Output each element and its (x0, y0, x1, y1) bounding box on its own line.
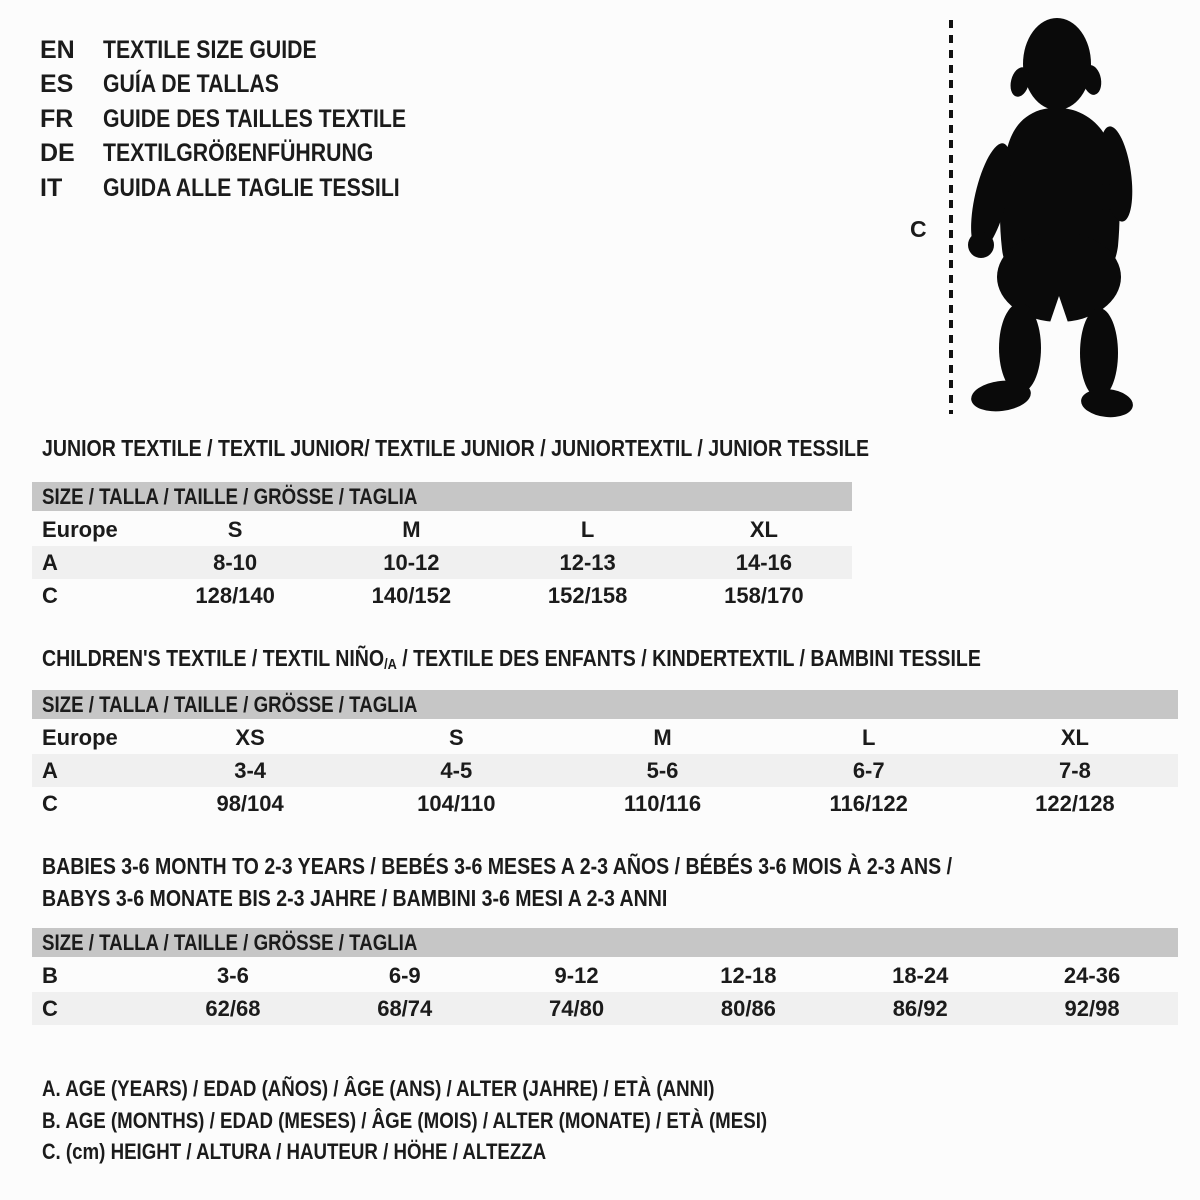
language-code: DE (40, 139, 75, 168)
language-row (40, 33, 460, 68)
size-header-label: SIZE / TALLA / TAILLE / GRÖSSE / TAGLIA (42, 929, 418, 955)
children-title-subscript: /A (384, 656, 397, 673)
size-header-bar (32, 928, 1178, 959)
babies-title-line1-text: BABIES 3-6 MONTH TO 2-3 YEARS / BEBÉS 3-6 MESES A 2-3 AÑOS / BÉBÉS 3-6 MOIS À 2-3 ANS / (42, 853, 953, 879)
junior-size-table (32, 482, 852, 612)
table-row (32, 579, 852, 612)
size-cell: 158/170 (724, 582, 804, 608)
size-cell: XL (1060, 724, 1089, 750)
height-measure-label: C (910, 216, 927, 242)
height-dashed-line (949, 20, 953, 414)
size-cell: 6-9 (388, 962, 421, 988)
size-cell: 9-12 (554, 962, 599, 988)
legend-line-c (42, 1139, 635, 1165)
size-header-label: SIZE / TALLA / TAILLE / GRÖSSE / TAGLIA (42, 483, 418, 509)
children-section-title (42, 646, 1147, 677)
size-cell: 92/98 (1064, 995, 1120, 1021)
row-label: C (42, 582, 58, 608)
babies-title-line2-text: BABYS 3-6 MONATE BIS 2-3 JAHRE / BAMBINI 3-6 MESI A 2-3 ANNI (42, 885, 668, 911)
language-row (40, 102, 460, 137)
language-row (40, 171, 460, 206)
size-cell: M (402, 516, 421, 542)
language-code: FR (40, 104, 74, 133)
size-cell: 74/80 (549, 995, 605, 1021)
size-cell: 68/74 (377, 995, 433, 1021)
size-cell: XS (235, 724, 265, 750)
language-title: GUIDE DES TAILLES TEXTILE (103, 104, 407, 133)
size-cell: 3-6 (217, 962, 249, 988)
legend-line-c-text: C. (cm) HEIGHT / ALTURA / HAUTEUR / HÖHE / ALTEZZA (42, 1139, 547, 1164)
babies-section-title-line1 (42, 854, 1113, 878)
size-cell: 4-5 (440, 757, 473, 783)
row-label: C (42, 995, 58, 1021)
table-row (32, 513, 852, 546)
row-label: A (42, 757, 58, 783)
legend-line-a-text: A. AGE (YEARS) / EDAD (AÑOS) / ÂGE (ANS) / ALTER (JAHRE) / ETÀ (ANNI) (42, 1076, 715, 1101)
size-cell: M (653, 724, 672, 750)
language-title: GUÍA DE TALLAS (103, 70, 279, 99)
size-cell: 62/68 (205, 995, 261, 1021)
legend-line-b (42, 1108, 895, 1134)
size-cell: S (448, 724, 464, 750)
children-size-table (32, 690, 1178, 820)
size-cell: 128/140 (195, 582, 275, 608)
language-code: EN (40, 35, 75, 64)
size-cell: 6-7 (852, 757, 885, 783)
size-cell: 110/116 (623, 790, 702, 816)
junior-section-title (42, 436, 1015, 460)
size-cell: S (227, 516, 243, 542)
language-code: IT (40, 173, 63, 202)
size-cell: 140/152 (371, 582, 452, 608)
language-title: GUIDA ALLE TAGLIE TESSILI (103, 173, 400, 202)
size-cell: 80/86 (720, 995, 776, 1021)
row-label: A (42, 549, 58, 575)
legend-line-b-text: B. AGE (MONTHS) / EDAD (MESES) / ÂGE (MOIS) / ALTER (MONATE) / ETÀ (MESI) (42, 1108, 768, 1133)
toddler-silhouette-icon (962, 14, 1134, 420)
table-row (32, 546, 852, 579)
size-cell: 98/104 (216, 790, 284, 816)
children-title-prefix: CHILDREN'S TEXTILE / TEXTIL NIÑO (42, 645, 385, 671)
size-header-bar (32, 482, 852, 513)
size-cell: L (861, 724, 876, 750)
size-cell: 7-8 (1059, 757, 1091, 783)
junior-section-title-text: JUNIOR TEXTILE / TEXTIL JUNIOR/ TEXTILE JUNIOR / JUNIORTEXTIL / JUNIOR TESSILE (42, 435, 870, 461)
table-row (32, 754, 1178, 787)
size-cell: 18-24 (892, 962, 949, 988)
table-row (32, 959, 1178, 992)
table-row (32, 721, 1178, 754)
size-cell: 86/92 (892, 995, 948, 1021)
size-cell: 12-13 (559, 549, 616, 575)
size-cell: 3-4 (234, 757, 266, 783)
children-title-suffix: / TEXTILE DES ENFANTS / KINDERTEXTIL / BAMBINI TESSILE (396, 645, 981, 671)
row-label: Europe (42, 724, 118, 750)
table-row (32, 787, 1178, 820)
size-cell: XL (749, 516, 778, 542)
children-section-title-text (42, 646, 981, 677)
row-label: C (42, 790, 58, 816)
size-cell: 104/110 (417, 790, 496, 816)
language-title: TEXTILGRÖßENFÜHRUNG (103, 139, 374, 168)
size-cell: 8-10 (213, 549, 258, 575)
size-cell: 5-6 (646, 757, 679, 783)
row-label: B (42, 962, 58, 988)
legend-line-a (42, 1076, 833, 1102)
language-code: ES (40, 70, 74, 99)
language-row (40, 68, 460, 103)
row-label: Europe (42, 516, 118, 542)
language-row (40, 137, 460, 172)
babies-section-title-line2 (42, 886, 778, 910)
babies-size-table (32, 928, 1178, 1025)
size-header-bar (32, 690, 1178, 721)
size-cell: 14-16 (735, 549, 793, 575)
language-list (40, 33, 460, 206)
size-cell: 10-12 (383, 549, 440, 575)
size-cell: 24-36 (1063, 962, 1121, 988)
size-cell: L (580, 516, 595, 542)
table-row (32, 992, 1178, 1025)
language-title: TEXTILE SIZE GUIDE (103, 35, 317, 64)
size-cell: 122/128 (1035, 790, 1115, 816)
size-cell: 116/122 (829, 790, 908, 816)
size-cell: 152/158 (547, 582, 628, 608)
size-cell: 12-18 (720, 962, 777, 988)
size-header-label: SIZE / TALLA / TAILLE / GRÖSSE / TAGLIA (42, 691, 418, 717)
